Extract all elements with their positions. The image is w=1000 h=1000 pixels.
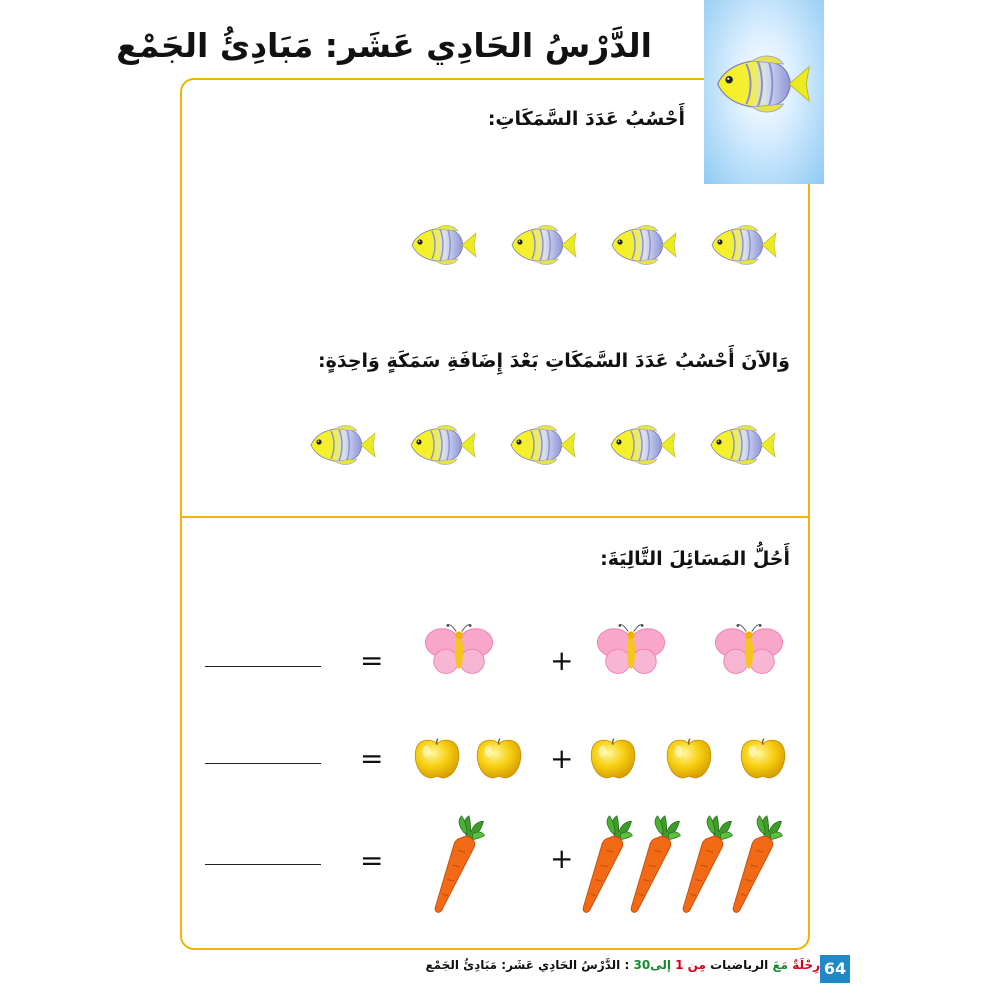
carrot-icon — [733, 816, 782, 912]
plus-sign: + — [550, 842, 574, 875]
problem-row-carrots — [430, 814, 790, 914]
carrot-icon — [683, 816, 732, 912]
plus-sign: + — [550, 644, 574, 677]
answer-blank[interactable] — [205, 864, 321, 865]
fish-icon — [711, 425, 775, 464]
plus-sign: + — [550, 742, 574, 775]
equals-sign: = — [360, 742, 384, 775]
fish-icon — [718, 56, 809, 112]
fish-icon — [511, 425, 575, 464]
fish-icon — [412, 225, 476, 264]
footer-range-to: 30 — [633, 958, 651, 972]
equals-sign: = — [360, 844, 384, 877]
fish-icon — [512, 225, 576, 264]
apple-icon — [741, 739, 785, 778]
fish-icon — [311, 425, 375, 464]
footer-range-to-word: إلى — [650, 958, 671, 972]
apple-icon — [591, 739, 635, 778]
problem-row-apples — [412, 734, 790, 782]
equals-sign: = — [360, 644, 384, 677]
fish-icon — [612, 225, 676, 264]
carrot-icon — [631, 816, 680, 912]
apple-icon — [415, 739, 459, 778]
fish-row-1 — [400, 218, 790, 274]
footer-range-from: 1 — [675, 958, 684, 972]
answer-blank[interactable] — [205, 763, 321, 764]
footer-lesson-ref: الدَّرْسُ الحَادِي عَشَر: مَبَادِئُ الجَمْع — [425, 958, 621, 972]
answer-blank[interactable] — [205, 666, 321, 667]
fish-icon — [712, 225, 776, 264]
footer-book-title-1: رِحْلَةٌ — [792, 958, 820, 972]
butterfly-icon — [597, 624, 664, 673]
instruction-add-fish: وَالآنَ أَحْسُبُ عَدَدَ السَّمَكَاتِ بَعْدَ إِضَافَةِ سَمَكَةٍ وَاحِدَةٍ: — [318, 350, 790, 372]
apple-icon — [667, 739, 711, 778]
carrot-icon — [435, 816, 484, 912]
footer-book-title-2: مَعَ — [772, 958, 789, 972]
lesson-title: الدَّرْسُ الحَادِي عَشَر: مَبَادِئُ الجَمْع — [116, 26, 652, 65]
carrot-icon — [583, 816, 632, 912]
instruction-solve-problems: أَحُلُّ المَسَائِلَ التَّالِيَةَ: — [600, 548, 790, 570]
page-number: 64 — [820, 955, 850, 983]
footer-book-title-3: الرياضيات — [710, 958, 769, 972]
section-divider — [181, 516, 809, 518]
fish-icon — [411, 425, 475, 464]
instruction-count-fish: أَحْسُبُ عَدَدَ السَّمَكَاتِ: — [487, 108, 685, 130]
problem-row-butterflies — [418, 622, 790, 680]
footer-text — [425, 958, 820, 972]
footer-range-from-word: مِن — [687, 958, 706, 972]
butterfly-icon — [715, 624, 782, 673]
hero-image — [704, 0, 824, 184]
fish-row-2 — [305, 418, 785, 474]
apple-icon — [477, 739, 521, 778]
butterfly-icon — [425, 624, 492, 673]
fish-icon — [611, 425, 675, 464]
footer-separator: : — [624, 958, 630, 972]
